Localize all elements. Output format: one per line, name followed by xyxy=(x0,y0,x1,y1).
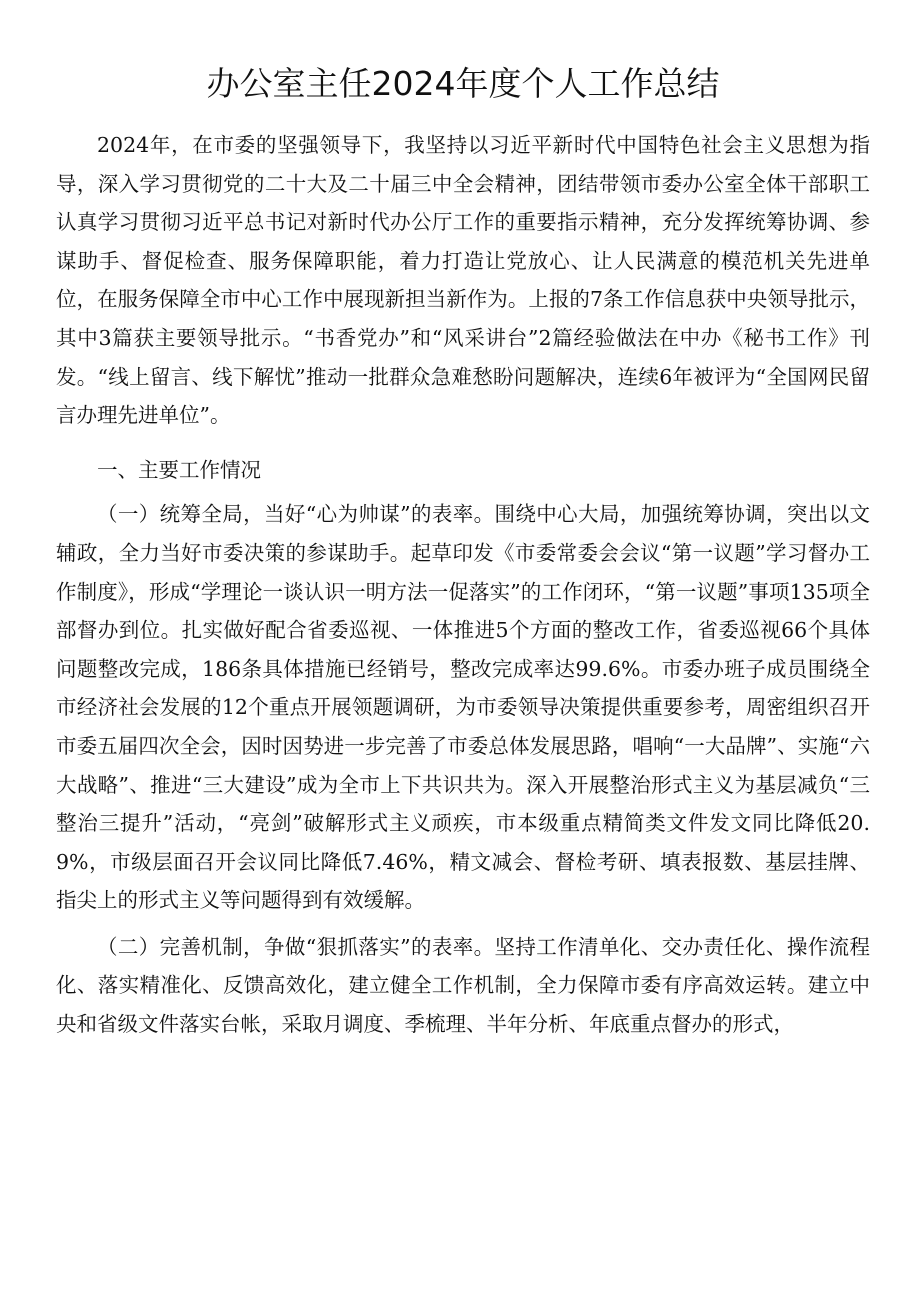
spacer xyxy=(56,920,870,928)
intro-paragraph: 2024年，在市委的坚强领导下，我坚持以习近平新时代中国特色社会主义思想为指导，深入学习贯彻党的二十大及二十届三中全会精神，团结带领市委办公室全体干部职工认真学习贯彻习近平总书记对新时代办公厅工作的重要指示精神，充分发挥统筹协调、参谋助手、督促检查、服务保障职能，着力打造让党放心、让人民满意的模范机关先进单位，在服务保障全市中心工作中展现新担当新作为。上报的7条工作信息获中央领导批示，其中3篇获主要领导批示。“书香党办”和“风采讲台”2篇经验做法在中办《秘书工作》刊发。“线上留言、线下解忧”推动一批群众急难愁盼问题解决，连续6年被评为“全国网民留言办理先进单位”。 xyxy=(56,133,870,428)
spacer xyxy=(56,435,870,443)
item-2-paragraph: （二）完善机制，争做“狠抓落实”的表率。坚持工作清单化、交办责任化、操作流程化、落实精准化、反馈高效化，建立健全工作机制，全力保障市委有序高效运转。建立中央和省级文件落实台帐，采取月调度、季梳理、半年分析、年底重点督办的形式， xyxy=(56,934,870,1037)
item-1-paragraph: （一）统筹全局，当好“心为帅谋”的表率。围绕中心大局，加强统筹协调，突出以文辅政，全力当好市委决策的参谋助手。起草印发《市委常委会会议“第一议题”学习督办工作制度》，形成“学理论一谈认识一明方法一促落实”的工作闭环，“第一议题”事项135项全部督办到位。扎实做好配合省委巡视、一体推进5个方面的整改工作，省委巡视66个具体问题整改完成，186条具体措施已经销号，整改完成率达99.6%。市委办班子成员围绕全市经济社会发展的12个重点开展领题调研，为市委领导决策提供重要参考，周密组织召开市委五届四次全会，因时因势进一步完善了市委总体发展思路，唱响“一大品牌”、实施“六大战略”、推进“三大建设”成为全市上下共识共为。深入开展整治形式主义为基层减负“三整治三提升”活动，“亮剑”破解形式主义顽疾，市本级重点精简类文件发文同比降低20.9%，市级层面召开会议同比降低7.46%，精文减会、督检考研、填表报数、基层挂牌、指尖上的形式主义等问题得到有效缓解。 xyxy=(56,502,870,913)
document-title: 办公室主任2024年度个人工作总结 xyxy=(206,64,720,103)
section-heading: 一、主要工作情况 xyxy=(97,457,261,482)
